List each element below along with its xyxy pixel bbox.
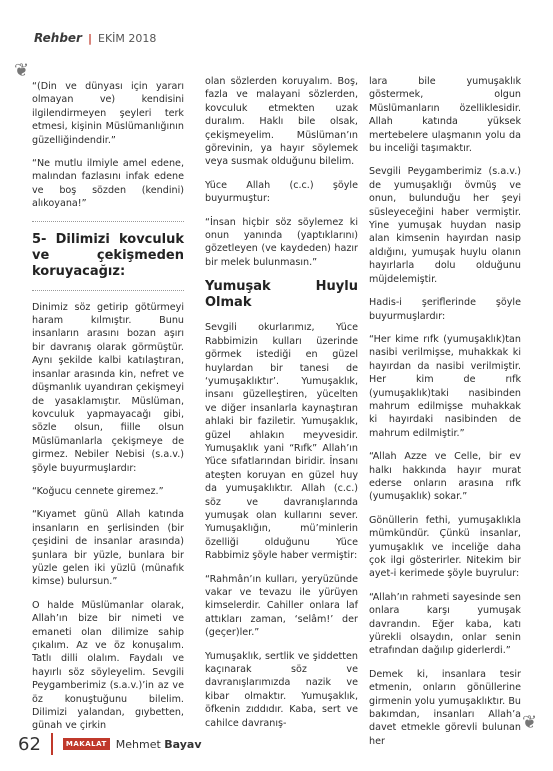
quote-paragraph: “İnsan hiçbir söz söylemez ki onun yanında (yaptıklarını) gözetleyen (ve kaydeden) hazır bir melek bulunmasın.”	[205, 216, 358, 268]
column-2	[205, 75, 358, 740]
page-header	[34, 31, 156, 45]
quote-paragraph: “Rahmân’ın kulları, yeryüzünde vakar ve tevazu ile yürüyen kimselerdir. Cahiller onlara laf attıkları zaman, ‘selâm!’ der (geçer)ler.”	[205, 573, 358, 639]
body-paragraph: Dinimiz söz getirip götürmeyi haram kılmıştır. Bunu insanların arasını bozan aşırı bir davranış olarak görmüştür. Aynı şekilde kalbi katılaştıran, insanlar arasında kin, nefret ve düşmanlık uyandıran çekişmeyi de yasaklamıştır. Müslüman, kovculuk yapmayacağı gibi, sözle olsun, fiille olsun Müslümanlarla çekişmeye de girmez. Nebiler Nebisi (s.a.v.) şöyle buyurmuşlardır:	[32, 301, 184, 474]
page-number: 62	[18, 733, 41, 755]
magazine-logo: Rehber	[34, 31, 82, 45]
author-first-name: Mehmet	[115, 737, 161, 751]
body-paragraph: O halde Müslümanlar olarak, Allah’ın bize bir nimeti ve emaneti olan dilimize sahip çıkalım. Az ve öz konuşalım. Tatlı dilli olalım. Faydalı ve hayırlı söz söyleyelim. Sevgili Peygamberimiz (s.a.v.)’in az ve öz konuştuğunu bilelim. Dilimizi yalandan, gıybetten, günah ve çirkin	[32, 599, 184, 732]
quote-paragraph: “Allah’ın rahmeti sayesinde sen onlara karşı yumuşak davrandın. Eğer kaba, katı yürekli olsaydın, onlar senin etrafından dağılıp giderlerdi.”	[369, 591, 521, 657]
page-footer	[18, 733, 202, 755]
issue-date: EKİM 2018	[98, 32, 157, 45]
author-name	[116, 738, 202, 751]
footer-divider	[51, 733, 53, 755]
body-paragraph: Gönüllerin fethi, yumuşaklıkla mümkündür. Çünkü insanlar, yumuşaklık ve inceliğe daha çok ilgi gösterirler. Nitekim bir ayet-i kerimede şöyle buyrulur:	[369, 514, 521, 580]
corner-ornament-icon: ❦	[14, 60, 30, 81]
quote-paragraph: “Her kime rıfk (yumuşaklık)tan nasibi verilmişse, muhakkak ki hayırdan da nasibi verilmiştir. Her kim de rıfk (yumuşaklık)taki nasibinden mahrum edilmişse muhakkak ki hayırdaki nasibinden de mahrum edilmiştir.”	[369, 333, 521, 439]
body-paragraph: lara bile yumuşaklık göstermek, olgun Müslümanların özelliklesidir. Allah katında yüksek mertebelere ulaşmanın yolu da bu inceliği taşımaktır.	[369, 76, 521, 155]
body-paragraph: Sevgili Peygamberimiz (s.a.v.) de yumuşaklığı övmüş ve onun, bulunduğu her şeyi süsleyeceğini haber vermiştir. Yine yumuşak huydan nasip alan kimsenin hayırdan nasip aldığını, yumuşak huylu olanın hayırlarla dolu olduğunu müjdelemiştir.	[369, 166, 521, 285]
body-paragraph: Yumuşaklık, sertlik ve şiddetten kaçınarak söz ve davranışlarımızda nazik ve kibar olmaktır. Yumuşaklık, öfkenin zıddıdır. Kaba, sert ve cahilce davranış-	[205, 650, 358, 729]
header-separator: |	[87, 32, 93, 45]
divider	[32, 221, 184, 222]
quote-paragraph: “Kıyamet günü Allah katında insanların en şerlisinden (bir çeşidini de insanlar arasında) şunlara bir yüzle, bunlara bir yüzle gelen iki yüzlü (münafık kimse) bulursun.”	[32, 509, 184, 588]
section-heading: 5- Dilimizi kovculuk ve çekişmeden koruyacağız:	[32, 231, 184, 279]
section-heading: Yumuşak Huylu Olmak	[205, 279, 358, 311]
body-paragraph: Sevgili okurlarımız, Yüce Rabbimizin kulları üzerinde görmek istediği en güzel huylardan bir tanesi de ‘yumuşaklıktır’. Yumuşaklık, insanı güzelleştiren, yücelten ve diğer insanlarla kaynaştıran ahlaki bir faziletir. Yumuşaklık, güzel ahlakın meyvesidir. Yumuşaklık yani “Rıfk” Allah’ın Yüce sıfatlarından biridir. İnsanı ateşten koruyan en güzel huy da yumuşaklıktır. Allah (c.c.) söz ve davranışlarında yumuşak olan kullarını sever. Yumuşaklığın, mü’minlerin özelliği olduğunu Yüce Rabbimiz şöyle haber vermiştir:	[205, 322, 358, 562]
column-1	[32, 80, 184, 743]
quote-paragraph: “Ne mutlu ilmiyle amel edene, malından fazlasını infak edene ve boş sözden (kendini) alıkoyana!”	[32, 158, 184, 210]
quote-paragraph: “Koğucu cennete giremez.”	[32, 485, 164, 497]
body-paragraph: Demek ki, insanlara tesir etmenin, onların gönüllerine girmenin yolu yumuşaklıktır. Bu bakımdan, insanları Allah’a davet etmekle görevli bulunan her	[369, 668, 521, 747]
body-paragraph: olan sözlerden koruyalım. Boş, fazla ve malayani sözlerden, kovculuk etmekten uzak duralım. Haklı bile olsak, çekişmeyelim. Müslüman’ın görevinin, ya hayır söylemek veya susmak olduğunu bilelim.	[205, 76, 358, 168]
divider	[32, 290, 184, 291]
quote-paragraph: “(Din ve dünyası için yararı olmayan ve) kendisini ilgilendirmeyen şeyleri terk etmesi, kişinin Müslümanlığının güzelliğindendir.”	[32, 81, 184, 146]
column-3	[369, 75, 521, 758]
author-last-name: Bayav	[164, 737, 202, 751]
corner-ornament-icon: ❦	[522, 712, 538, 733]
body-paragraph: Hadis-i şeriflerinde şöyle buyurmuşlardır:	[369, 297, 521, 322]
body-paragraph: Yüce Allah (c.c.) şöyle buyurmuştur:	[205, 179, 358, 205]
section-tag: MAKALAT	[63, 738, 110, 750]
quote-paragraph: “Allah Azze ve Celle, bir ev halkı hakkında hayır murat ederse onların arasına rıfk (yumuşaklık) sokar.”	[369, 451, 521, 503]
